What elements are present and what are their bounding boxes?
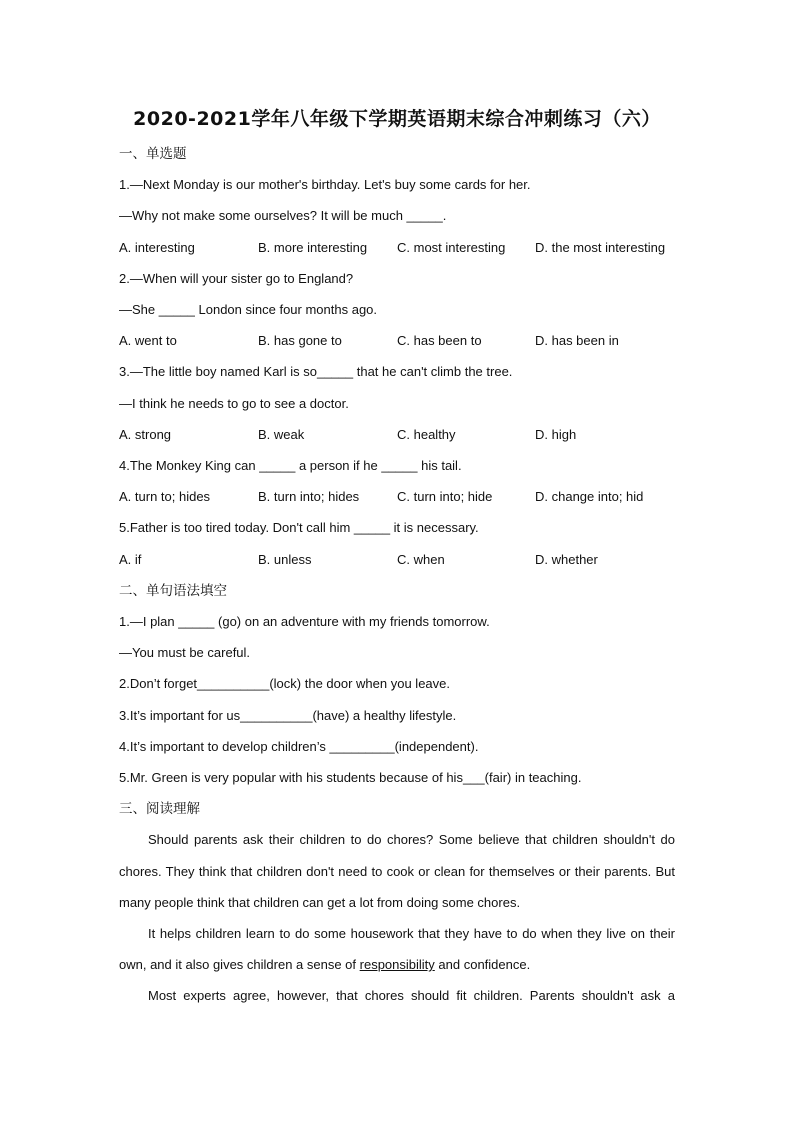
option-b: B. more interesting: [258, 240, 368, 255]
option-d: D. change into; hid: [535, 489, 644, 504]
option-d: D. high: [535, 427, 577, 442]
question-5-line-1: 5.Father is too tired today. Don't call him _____ it is necessary.: [119, 520, 479, 535]
option-a: A. strong: [119, 427, 172, 442]
option-d: D. whether: [535, 552, 598, 567]
passage-text: and confidence.: [434, 957, 531, 972]
underlined-word: responsibility: [359, 957, 435, 972]
option-d: D. the most interesting: [535, 240, 666, 255]
question-1-line-1: 1.—Next Monday is our mother's birthday. Let's buy some cards for her.: [119, 177, 531, 192]
question-2-line-2: —She _____ London since four months ago.: [119, 302, 378, 317]
passage-p1-line-3: many people think that children can get a lot from doing some chores.: [119, 895, 521, 910]
option-a: A. if: [119, 552, 142, 567]
passage-p3-line-1: Most experts agree, however, that chores should fit children. Parents shouldn't ask a: [148, 988, 675, 1003]
option-d: D. has been in: [535, 333, 619, 348]
question-2-line-1: 2.—When will your sister go to England?: [119, 271, 354, 286]
option-b: B. unless: [258, 552, 312, 567]
passage-p2-line-1: It helps children learn to do some housework that they have to do when they live on their: [148, 926, 675, 941]
option-b: B. weak: [258, 427, 305, 442]
option-c: C. healthy: [397, 427, 456, 442]
section-heading-grammar-fill: 二、单句语法填空: [119, 583, 227, 599]
option-b: B. turn into; hides: [258, 489, 360, 504]
page-title: 2020-2021学年八年级下学期英语期末综合冲刺练习（六）: [133, 108, 661, 130]
question-3-line-1: 3.—The little boy named Karl is so_____ that he can't climb the tree.: [119, 364, 513, 379]
option-c: C. turn into; hide: [397, 489, 493, 504]
option-a: A. went to: [119, 333, 177, 348]
section-heading-single-choice: 一、单选题: [119, 146, 187, 162]
option-a: A. interesting: [119, 240, 195, 255]
passage-p1-line-1: Should parents ask their children to do chores? Some believe that children shouldn't do: [148, 832, 675, 847]
grammar-line-4: 3.It’s important for us__________(have) a healthy lifestyle.: [119, 708, 457, 723]
grammar-line-6: 5.Mr. Green is very popular with his students because of his___(fair) in teaching.: [119, 770, 582, 785]
grammar-line-2: —You must be careful.: [119, 645, 251, 660]
passage-p2-line-2: [119, 957, 675, 973]
question-4-line-1: 4.The Monkey King can _____ a person if he _____ his tail.: [119, 458, 462, 473]
option-b: B. has gone to: [258, 333, 342, 348]
passage-text: own, and it also gives children a sense of: [119, 957, 360, 972]
question-3-line-2: —I think he needs to go to see a doctor.: [119, 396, 349, 411]
grammar-line-1: 1.—I plan _____ (go) on an adventure with my friends tomorrow.: [119, 614, 490, 629]
option-a: A. turn to; hides: [119, 489, 211, 504]
grammar-line-3: 2.Don’t forget__________(lock) the door when you leave.: [119, 676, 450, 691]
passage-p1-line-2: chores. They think that children don't need to cook or clean for themselves or their parents. But: [119, 864, 675, 879]
option-c: C. when: [397, 552, 445, 567]
question-1-line-2: —Why not make some ourselves? It will be much _____.: [119, 208, 447, 223]
grammar-line-5: 4.It’s important to develop children’s _________(independent).: [119, 739, 479, 754]
option-c: C. most interesting: [397, 240, 506, 255]
option-c: C. has been to: [397, 333, 482, 348]
section-heading-reading: 三、阅读理解: [119, 801, 200, 817]
